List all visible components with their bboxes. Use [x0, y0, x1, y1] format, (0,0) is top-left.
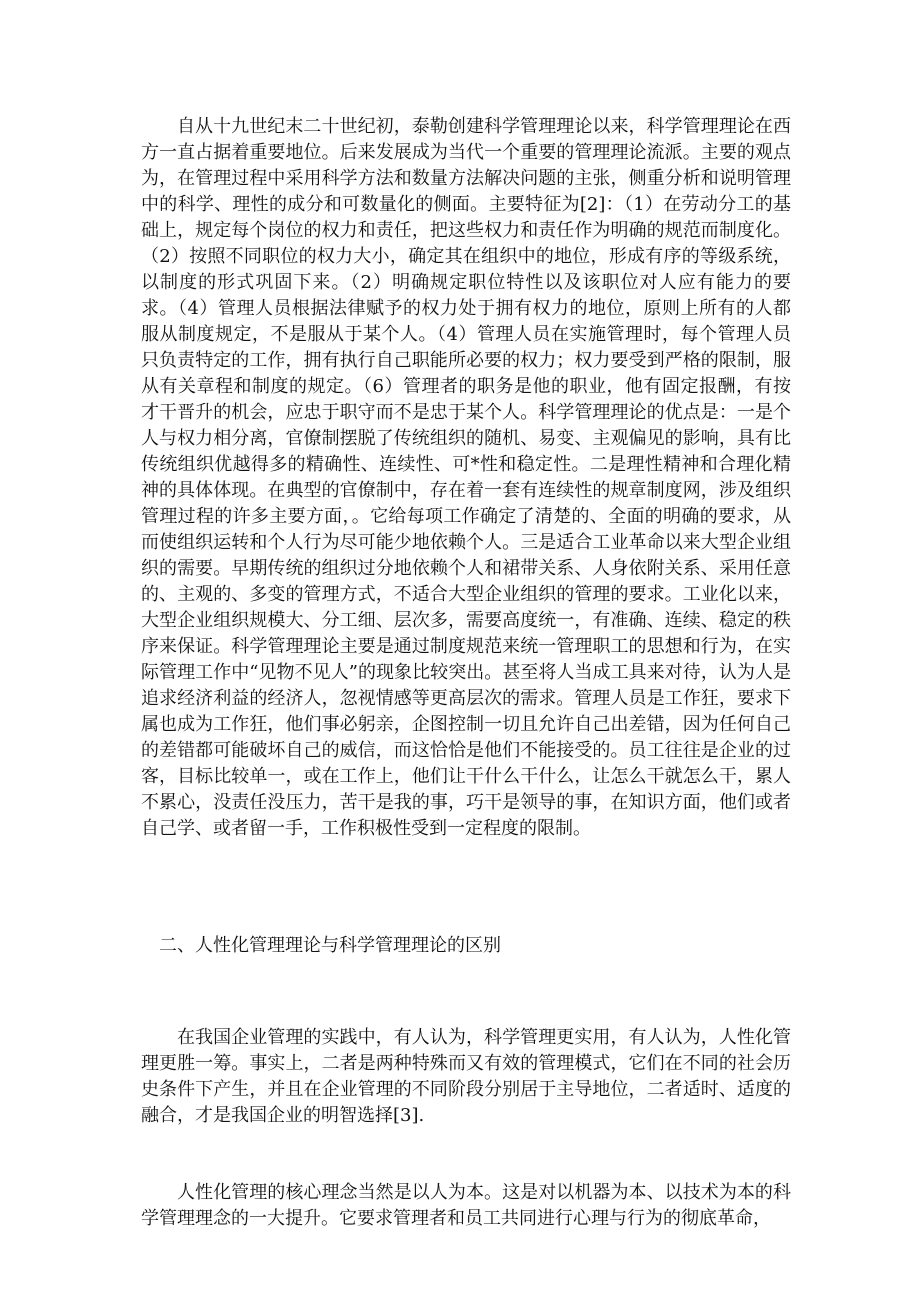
body-paragraph-practice: 在我国企业管理的实践中，有人认为，科学管理更实用，有人认为，人性化管理更胜一筹。事实上，二者是两种特殊而又有效的管理模式，它们在不同的社会历史条件下产生，并且在企业管理的不同阶段分别居于主导地位，二者适时、适度的融合，才是我国企业的明智选择[3].	[141, 1027, 791, 1126]
section-heading: 二、人性化管理理论与科学管理理论的区别	[159, 935, 501, 956]
body-paragraph-scientific-management: 自从十九世纪末二十世纪初，泰勒创建科学管理理论以来，科学管理理论在西方一直占据着重要地位。后来发展成为当代一个重要的管理理论流派。主要的观点为，在管理过程中采用科学方法和数量方法解决问题的主张，侧重分析和说明管理中的科学、理性的成分和可数量化的侧面。主要特征为[2]：（1）在劳动分工的基础上，规定每个岗位的权力和责任，把这些权力和责任作为明确的规范而制度化。（2）按照不同职位的权力大小，确定其在组织中的地位，形成有序的等级系统，以制度的形式巩固下来。（2）明确规定职位特性以及该职位对人应有能力的要求。（4）管理人员根据法律赋予的权力处于拥有权力的地位，原则上所有的人都服从制度规定，不是服从于某个人。（4）管理人员在实施管理时，每个管理人员只负责特定的工作，拥有执行自己职能所必要的权力；权力要受到严格的限制，服从有关章程和制度的规定。（6）管理者的职务是他的职业，他有固定报酬，有按才干晋升的机会，应忠于职守而不是忠于某个人。科学管理理论的优点是：一是个人与权力相分离，官僚制摆脱了传统组织的随机、易变、主观偏见的影响，具有比传统组织优越得多的精确性、连续性、可*性和稳定性。二是理性精神和合理化精神的具体体现。在典型的官僚制中，存在着一套有连续性的规章制度网，涉及组织管理过程的许多主要方面，。它给每项工作确定了清楚的、全面的明确的要求，从而使组织运转和个人行为尽可能少地依赖个人。三是适合工业革命以来大型企业组织的需要。早期传统的组织过分地依赖个人和裙带关系、人身依附关系、采用任意的、主观的、多变的管理方式，不适合大型企业组织的管理的要求。工业化以来，大型企业组织规模大、分工细、层次多，需要高度统一，有准确、连续、稳定的秩序来保证。科学管理理论主要是通过制度规范来统一管理职工的思想和行为，在实际管理工作中“见物不见人”的现象比较突出。甚至将人当成工具来对待，认为人是追求经济利益的经济人，忽视情感等更高层次的需求。管理人员是工作狂，要求下属也成为工作狂，他们事必躬亲，企图控制一切且允许自己出差错，因为任何自己的差错都可能破坏自己的威信，而这恰恰是他们不能接受的。员工往往是企业的过客，目标比较单一，或在工作上，他们让干什么干什么，让怎么干就怎么干，累人不累心，没责任没压力，苦干是我的事，巧干是领导的事，在知识方面，他们或者自己学、或者留一手，工作积极性受到一定程度的限制。	[141, 116, 791, 839]
body-paragraph-humanized-management: 人性化管理的核心理念当然是以人为本。这是对以机器为本、以技术为本的科学管理理念的一大提升。它要求管理者和员工共同进行心理与行为的彻底革命，	[141, 1182, 791, 1229]
